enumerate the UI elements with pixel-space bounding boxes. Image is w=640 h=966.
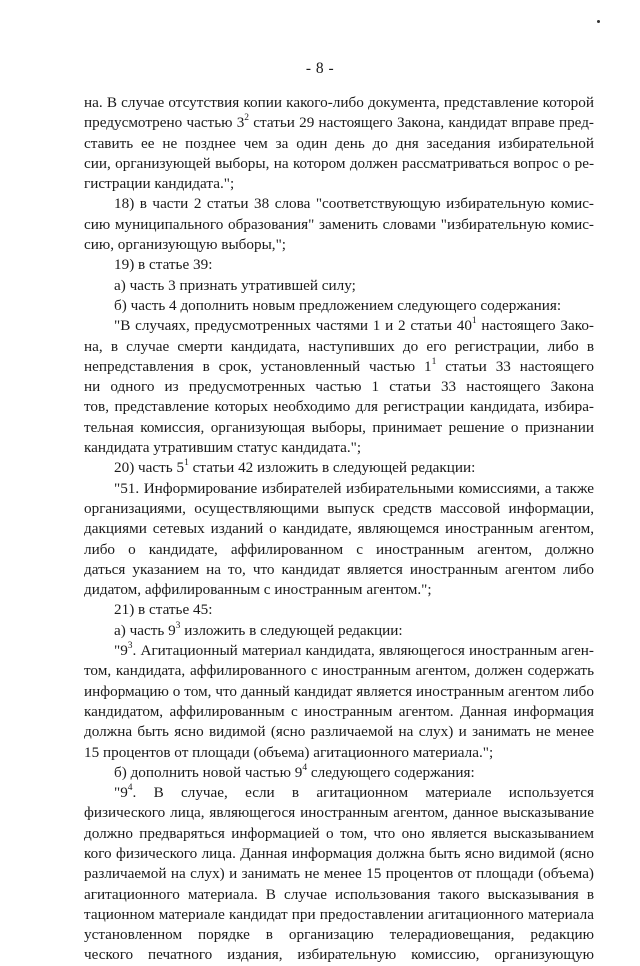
text-run: статьи 33 настоящего xyxy=(445,357,594,375)
text-run: даться указанием на то, что кандидат является иностранным агентом либо xyxy=(84,560,594,578)
text-line xyxy=(84,783,594,803)
text-run: тельная комиссия, организующая выборы, принимает решение о признании xyxy=(84,418,594,436)
text-line xyxy=(84,763,594,783)
text-run: организациями, осуществляющими выпуск средств массовой информации, xyxy=(84,499,594,517)
text-run: должна быть ясно видимой (ясно различаемой на слух) и занимать не менее xyxy=(84,723,594,741)
text-line xyxy=(84,215,594,235)
text-line xyxy=(84,397,594,417)
page-number: - 8 - xyxy=(305,60,335,77)
text-run: том, кандидата, аффилированного с иностранным агентом, должен содержать xyxy=(84,662,594,680)
text-line xyxy=(84,438,594,458)
text-line xyxy=(84,519,594,539)
text-run: на, в случае смерти кандидата, наступивших до его регистрации, либо в xyxy=(84,337,594,355)
text-line xyxy=(84,722,594,742)
text-line xyxy=(84,113,594,133)
text-run: тов, представление которых необходимо для регистрации кандидата, избира- xyxy=(84,398,594,416)
text-line xyxy=(84,276,594,296)
text-run: "9 xyxy=(114,642,128,660)
text-run: . Агитационный материал кандидата, являющегося иностранным аген- xyxy=(132,642,594,660)
text-line xyxy=(84,357,594,377)
text-line xyxy=(84,458,594,478)
superscript: 1 xyxy=(184,458,189,469)
text-line xyxy=(84,194,594,214)
text-run: а) часть 9 xyxy=(114,621,176,639)
text-line xyxy=(84,661,594,681)
text-run: а) часть 3 признать утратившей силу; xyxy=(114,276,356,294)
text-line xyxy=(84,560,594,580)
text-line xyxy=(84,945,594,965)
document-body xyxy=(84,93,594,966)
text-line xyxy=(84,255,594,275)
text-line xyxy=(84,540,594,560)
text-run: сию, организующую выборы,"; xyxy=(84,236,286,254)
text-run: различаемой на слух) и занимать не менее 15 процентов от площади (объема) xyxy=(84,865,594,883)
text-line xyxy=(84,174,594,194)
superscript: 2 xyxy=(244,113,250,124)
text-run: "В случаях, предусмотренных частями 1 и 2 статьи 40 xyxy=(114,317,472,335)
text-line xyxy=(84,337,594,357)
text-line xyxy=(84,844,594,864)
superscript: 4 xyxy=(127,783,133,794)
text-line xyxy=(84,641,594,661)
scan-speck xyxy=(597,20,600,23)
text-line xyxy=(84,499,594,519)
text-line xyxy=(84,93,594,113)
text-run: тационном материале кандидат при предоставлении агитационного материала xyxy=(84,905,594,923)
text-line xyxy=(84,134,594,154)
text-run: б) дополнить новой частью 9 xyxy=(114,763,303,781)
text-run: "9 xyxy=(114,784,128,802)
text-line xyxy=(84,479,594,499)
text-line xyxy=(84,925,594,945)
text-line xyxy=(84,824,594,844)
text-run: 15 процентов от площади (объема) агитационного материала."; xyxy=(84,743,494,761)
text-line xyxy=(84,905,594,925)
text-run: ни одного из предусмотренных частью 1 статьи 33 настоящего Закона xyxy=(84,378,594,396)
text-run: предусмотрено частью 3 xyxy=(84,114,245,132)
text-run: дакциями сетевых изданий о кандидате, являющемся иностранным агентом, xyxy=(84,520,594,538)
text-run: дидатом, аффилированным с иностранным агентом."; xyxy=(84,581,432,599)
text-run: гистрации кандидата."; xyxy=(84,175,235,193)
text-line xyxy=(84,580,594,600)
text-run: . В случае, если в агитационном материале используется xyxy=(132,784,594,802)
text-line xyxy=(84,743,594,763)
text-run: ставить ее не позднее чем за один день до дня заседания избирательной xyxy=(84,134,594,152)
text-run: информацию о том, что данный кандидат является иностранным агентом либо xyxy=(84,682,594,700)
text-line xyxy=(84,885,594,905)
text-run: должно предваряться информацией о том, что оно является высказыванием xyxy=(84,824,594,842)
text-run: изложить в следующей редакции: xyxy=(180,621,403,639)
text-line xyxy=(84,418,594,438)
text-run: кандидата утратившим статус кандидата."; xyxy=(84,439,362,457)
text-run: установленном порядке в организацию телерадиовещания, редакцию xyxy=(84,926,594,944)
text-run: 18) в части 2 статьи 38 слова "соответствующую избирательную комис- xyxy=(114,195,594,213)
text-line xyxy=(84,377,594,397)
text-line xyxy=(84,316,594,336)
text-run: б) часть 4 дополнить новым предложением следующего содержания: xyxy=(114,296,562,314)
text-run: статьи 29 настоящего Закона, кандидат вправе пред- xyxy=(249,114,594,132)
text-run: сию муниципального образования" заменить словами "избирательную комис- xyxy=(84,215,594,233)
text-line xyxy=(84,702,594,722)
text-line xyxy=(84,864,594,884)
text-run: непредставления в срок, установленный частью 1 xyxy=(84,357,432,375)
text-line xyxy=(84,803,594,823)
text-run: ческого печатного издания, избирательную комиссию, организующую xyxy=(84,946,594,964)
text-line xyxy=(84,154,594,174)
text-line xyxy=(84,600,594,620)
text-run: кандидатом, аффилированным с иностранным агентом. Данная информация xyxy=(84,702,594,720)
superscript: 3 xyxy=(175,620,181,631)
text-run: физического лица, являющегося иностранным агентом, данное высказывание xyxy=(84,804,594,822)
text-run: следующего содержания: xyxy=(307,763,475,781)
text-line xyxy=(84,235,594,255)
text-run: "51. Информирование избирателей избирательными комиссиями, а также xyxy=(114,479,594,497)
superscript: 4 xyxy=(302,762,308,773)
superscript: 3 xyxy=(127,641,133,651)
text-line xyxy=(84,296,594,316)
text-line xyxy=(84,682,594,702)
text-run: 19) в статье 39: xyxy=(114,256,213,274)
text-run: статьи 42 изложить в следующей редакции: xyxy=(188,459,476,477)
text-run: либо о кандидате, аффилированном с иностранным агентом, должно xyxy=(84,540,594,558)
text-line xyxy=(84,621,594,641)
text-run: настоящего Зако- xyxy=(476,317,594,335)
superscript: 1 xyxy=(471,316,477,327)
text-run: на. В случае отсутствия копии какого-либо документа, представление которой xyxy=(84,94,594,111)
text-run: агитационного материала. В случае использования такого высказывания в xyxy=(84,885,594,903)
text-run: кого физического лица. Данная информация должна быть ясно видимой (ясно xyxy=(84,844,594,862)
text-run: сии, организующей выборы, на котором должен рассматриваться вопрос о ре- xyxy=(84,154,594,172)
text-run: 20) часть 5 xyxy=(114,459,185,477)
superscript: 1 xyxy=(431,356,437,367)
text-run: 21) в статье 45: xyxy=(114,601,213,619)
